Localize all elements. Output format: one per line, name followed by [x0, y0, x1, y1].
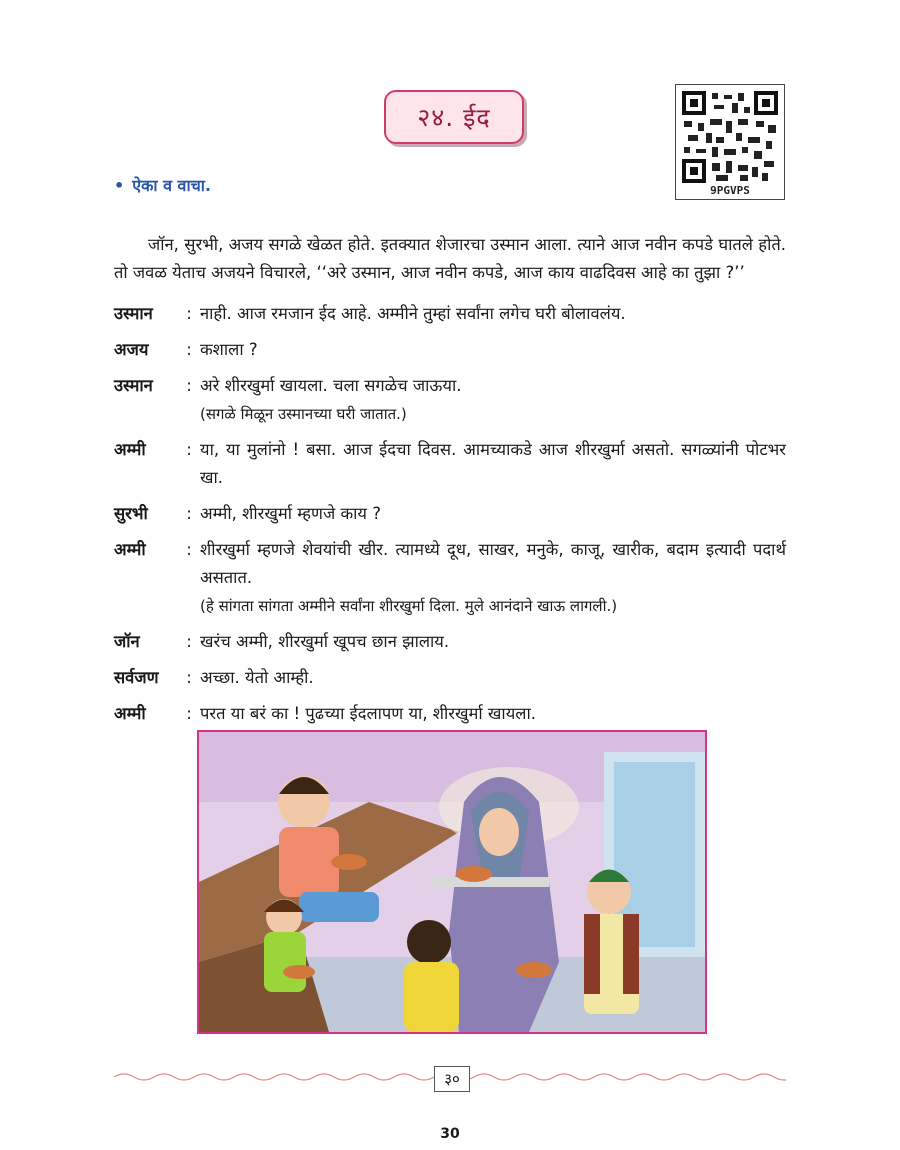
- speaker-name: अम्मी: [114, 704, 146, 723]
- dialogue-line: [114, 664, 786, 692]
- dialogue-text: अच्छा. येतो आम्ही.: [200, 668, 314, 687]
- separator: :: [186, 540, 192, 559]
- instruction-text: ऐका व वाचा.: [132, 176, 211, 195]
- dialogue-line: [114, 436, 786, 492]
- separator: :: [186, 504, 192, 523]
- eid-scene-image: [199, 732, 705, 1032]
- qr-code[interactable]: [675, 84, 785, 200]
- dialogue-line: [114, 372, 786, 428]
- separator: :: [186, 376, 192, 395]
- bullet-icon: •: [114, 176, 125, 195]
- instruction: [114, 174, 211, 196]
- qr-code-text: 9PGVPS: [710, 184, 750, 197]
- dialogue-text: खरंच अम्मी, शीरखुर्मा खूपच छान झालाय.: [200, 632, 450, 651]
- qr-pattern-icon: [682, 91, 778, 183]
- dialogue-line: [114, 336, 786, 364]
- dialogue-line: [114, 628, 786, 656]
- page-number-marathi: ३०: [444, 1070, 460, 1088]
- separator: :: [186, 340, 192, 359]
- dialogue-text: परत या बरं का ! पुढच्या ईदलापण या, शीरखुर्मा खायला.: [200, 704, 536, 723]
- dialogue-line: [114, 500, 786, 528]
- speaker-name: अजय: [114, 340, 149, 359]
- dialogue-text: अरे शीरखुर्मा खायला. चला सगळेच जाऊया. (सगळे मिळून उस्मानच्या घरी जातात.): [200, 372, 786, 428]
- speaker-name: उस्मान: [114, 304, 153, 323]
- dialogue-line: [114, 536, 786, 620]
- eid-illustration: [197, 730, 707, 1034]
- intro-paragraph: जॉन, सुरभी, अजय सगळे खेळत होते. इतक्यात शेजारचा उस्मान आला. त्याने आज नवीन कपडे घातले होते. तो जवळ येताच अजयने विचारले, ‘‘अरे उस्मान, आज नवीन कपडे, आज काय वाढदिवस आहे का तुझा ?’’: [114, 235, 786, 282]
- separator: :: [186, 668, 192, 687]
- speaker-name: अम्मी: [114, 540, 146, 559]
- page-number: 30: [440, 1126, 460, 1142]
- speaker-name: सर्वजण: [114, 668, 159, 687]
- stage-direction: (हे सांगता सांगता अम्मीने सर्वांना शीरखुर्मा दिला. मुले आनंदाने खाऊ लागली.): [200, 597, 618, 615]
- lesson-title-box: [384, 90, 524, 144]
- separator: :: [186, 304, 192, 323]
- speaker-name: उस्मान: [114, 376, 153, 395]
- dialogue-text: या, या मुलांनो ! बसा. आज ईदचा दिवस. आमच्याकडे आज शीरखुर्मा असतो. सगळ्यांनी पोटभर खा.: [200, 440, 786, 487]
- dialogue-text: नाही. आज रमजान ईद आहे. अम्मीने तुम्हां सर्वांना लगेच घरी बोलावलंय.: [200, 304, 626, 323]
- dialogue-text: शीरखुर्मा म्हणजे शेवयांची खीर. त्यामध्ये दूध, साखर, मनुके, काजू, खारीक, बदाम इत्यादी पदार्थ असतात. (हे सांगता सांगता अम्मीने सर्वांना शीरखुर्मा दिला. मुले आनंदाने खाऊ लागली.): [200, 536, 786, 620]
- dialogue-text: कशाला ?: [200, 340, 258, 359]
- speaker-name: सुरभी: [114, 504, 148, 523]
- dialogue-line: [114, 300, 786, 328]
- separator: :: [186, 440, 192, 459]
- dialogue-list: [114, 300, 786, 736]
- separator: :: [186, 704, 192, 723]
- separator: :: [186, 632, 192, 651]
- dialogue-line: [114, 700, 786, 728]
- speaker-name: जॉन: [114, 632, 140, 651]
- dialogue-text: अम्मी, शीरखुर्मा म्हणजे काय ?: [200, 504, 381, 523]
- lesson-title: २४. ईद: [417, 103, 491, 132]
- speaker-name: अम्मी: [114, 440, 146, 459]
- stage-direction: (सगळे मिळून उस्मानच्या घरी जातात.): [200, 405, 407, 423]
- page-number-box: [434, 1066, 470, 1092]
